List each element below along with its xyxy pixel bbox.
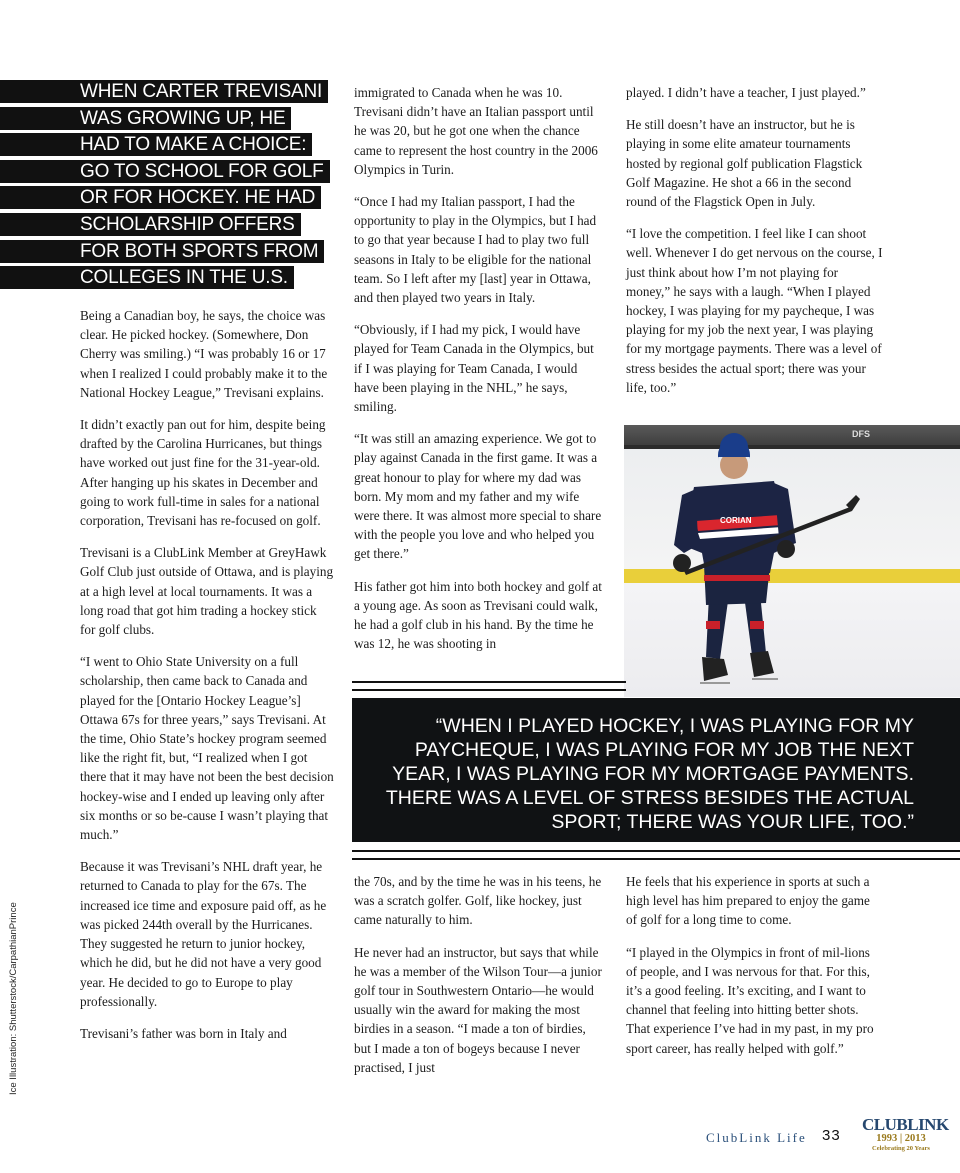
paragraph: “It was still an amazing experience. We got to play against Canada in the first game. It was a great honour to play for where my dad was born. My mom and my father and my wife were there. It was almost more special to share with the people you love and who helped you get there.” [354,431,602,562]
paragraph: the 70s, and by the time he was in his teens, he was a scratch golfer. Golf, like hockey, just came naturally to him. [354,874,602,928]
headline-line: OR FOR HOCKEY. HE HAD [0,186,330,209]
paragraph: Trevisani is a ClubLink Member at GreyHawk Golf Club just outside of Ottawa, and is playing at a high level at local tournaments. It was a long road that got him trading a hockey stick for golf clubs. [80,545,334,638]
paragraph: “Once I had my Italian passport, I had the opportunity to play in the Olympics, but I had to go that year because I had to play two full seasons in Italy to be eligible for the national team. So I left after my [last] year in Ottawa, and then played two years in Italy. [354,194,597,306]
divider-line [352,681,626,683]
divider-line [352,850,960,852]
clublink-logo [862,1115,949,1153]
pull-quote-box [352,698,960,842]
headline [0,80,330,293]
divider-line [352,858,960,860]
paragraph: Being a Canadian boy, he says, the choice was clear. He picked hockey. (Somewhere, Don Cherry was smiling.) “I was probably 16 or 17 when I realized I could probably make it to the National Hockey League,” Trevisani explains. [80,308,328,400]
headline-line: WHEN CARTER TREVISANI [0,80,330,103]
article-column-3-continued [626,872,884,1071]
article-column-2-continued [354,872,604,1090]
magazine-name: ClubLink Life [706,1130,807,1145]
photo-credit: Ice Illustration: Shutterstock/CarpathianPrince [8,902,19,1095]
paragraph: He still doesn’t have an instructor, but he is playing in some elite amateur tournaments hosted by regional golf publication Flagstick Golf Magazine. He shot a 66 in the second round of the Flagstick Open in July. [626,117,863,210]
article-column-1 [80,306,335,1056]
jersey-text: CORIAN [720,516,752,525]
headline-line: WAS GROWING UP, HE [0,107,330,130]
paragraph: Because it was Trevisani’s NHL draft year, he returned to Canada to play for the 67s. The increased ice time and exposure paid off, as he was picked 244th overall by the Hurricanes. They suggested he return to junior hockey, which he did, but he did not have a very good year. He decided to go to Europe to play professionally. [80,859,327,1009]
headline-line: FOR BOTH SPORTS FROM [0,240,330,263]
headline-line: COLLEGES IN THE U.S. [0,266,330,289]
hockey-player-illustration [624,425,960,697]
paragraph: Trevisani’s father was born in Italy and [80,1025,287,1041]
headline-line: GO TO SCHOOL FOR GOLF [0,160,330,183]
headline-line: SCHOLARSHIP OFFERS [0,213,330,236]
divider-line [352,689,626,691]
paragraph: immigrated to Canada when he was 10. Trevisani didn’t have an Italian passport until he was 20, but he got one when the chance came to represent the host country in the 2006 Olympics in Turin. [354,85,598,177]
article-column-2 [354,83,604,666]
logo-tagline: Celebrating 20 Years [872,1145,930,1152]
article-column-3 [626,83,884,410]
logo-name: CLUBLINK [862,1115,949,1134]
hockey-player-photo [624,425,960,697]
page-number: 33 [822,1127,841,1144]
logo-years: 1993 | 2013 [876,1133,926,1144]
pull-quote: “WHEN I PLAYED HOCKEY, I WAS PLAYING FOR MY PAYCHEQUE, I WAS PLAYING FOR MY JOB THE NEXT YEAR, I WAS PLAYING FOR MY MORTGAGE PAYMENTS. THERE WAS A LEVEL OF STRESS BESIDES THE ACTUAL SPORT; THERE WAS YOUR LIFE, TOO.” [385,715,914,833]
paragraph: “I went to Ohio State University on a full scholarship, then came back to Canada and played for the [Ontario Hockey League’s] Ottawa 67s for three years,” says Trevisani. At the time, Ohio State’s hockey program seemed like the right fit, but, “I realized when I got there that it may have not been the best decision hockey-wise and I ended up leaving only after six months or so be-cause I wasn’t playing that much.” [80,654,334,843]
paragraph: “I love the competition. I feel like I can shoot well. Whenever I do get nervous on the course, I just think about how I’m not playing for money,” he says with a laugh. “When I played hockey, I was playing for my paycheque, I was playing for my job the next year, I was playing for my mortgage payments. There was a level of stress besides the actual sport; there was your life, too.” [626,226,883,395]
paragraph: It didn’t exactly pan out for him, despite being drafted by the Carolina Hurricanes, but things have worked out just fine for the 31-year-old. After hanging up his skates in December and going to work full-time in sales for a national corporation, Trevisani has re-focused on golf. [80,417,326,529]
board-text: DFS [852,429,870,439]
paragraph: He never had an instructor, but says that while he was a member of the Wilson Tour—a junior golf tour in Southwestern Ontario—he would usually win the award for making the most birdies in a season. “I made a ton of birdies, but I made a ton of bogeys because I never practised, I just [354,944,602,1075]
paragraph: He feels that his experience in sports at such a high level has him prepared to enjoy the game of golf for a long time to come. [626,874,870,928]
paragraph: “I played in the Olympics in front of mil-lions of people, and I was nervous for that. For this, it’s a good feeling. It’s exciting, and I want to channel that feeling into hitting better shots. That experience I’ve had in my past, in my pro sport career, has really helped with golf.” [626,944,874,1056]
paragraph: His father got him into both hockey and golf at a young age. As soon as Trevisani could walk, he had a golf club in his hand. By the time he was 12, he was shooting in [354,578,602,652]
paragraph: played. I didn’t have a teacher, I just played.” [626,85,866,100]
headline-line: HAD TO MAKE A CHOICE: [0,133,330,156]
paragraph: “Obviously, if I had my pick, I would have played for Team Canada in the Olympics, but if I was playing for Team Canada, I would have been playing in the NHL,” he says, smiling. [354,322,594,415]
